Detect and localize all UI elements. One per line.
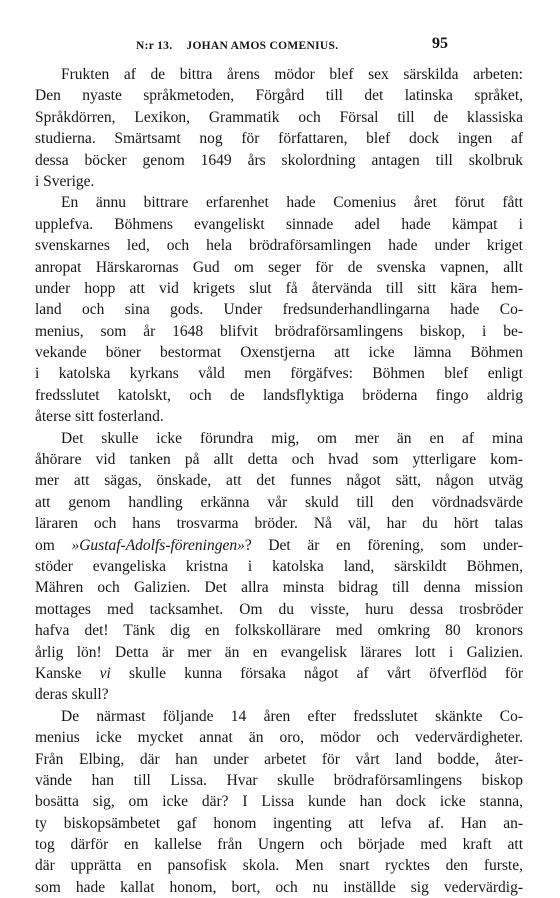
text-line: Den nyaste språkmetoden, Förgård till det latinska språket, [35, 87, 523, 105]
italic-segment: »Gustaf-Adolfs-föreningen» [71, 536, 245, 554]
text-line: mottages med tacksamhet. Om du visste, huru dessa trosbröder [35, 600, 523, 618]
page-number: 95 [432, 35, 448, 52]
text-line: Språkdörren, Lexikon, Grammatik och Försal till de klassiska [35, 108, 523, 126]
text-line: stöder evangeliska kristna i katolska land, särskildt Böhmen, [35, 557, 523, 575]
text-line: vekande böner bestormat Oxenstjerna att icke lämna Böhmen [35, 344, 523, 362]
header-left [136, 40, 338, 52]
text-line: i Sverige. [35, 172, 95, 190]
text-segment: om [35, 536, 72, 554]
text-line: bosätta sig, om icke där? I Lissa kunde han dock icke stanna, [35, 793, 523, 811]
body-text [35, 64, 523, 898]
text-line: tog därför en kallelse från Ungern och började med kraft att [35, 836, 523, 854]
running-title: JOHAN AMOS COMENIUS. [186, 40, 339, 52]
text-segment: skulle kunna försaka något af vårt öfverflöd för [110, 664, 523, 682]
text-line: årlig lön! Detta är mer än en evangelisk lärares lott i Galizien. [35, 643, 523, 661]
text-line: hafva det! Tänk dig en folkskollärare med omkring 80 kronors [35, 622, 523, 640]
text-line: återse sitt fosterland. [35, 408, 164, 426]
text-line: under hopp att vid krigets slut få återvända till sitt kära hem- [35, 279, 523, 297]
text-line: menius icke mycket annat än oro, mödor och vedervärdigheter. [35, 729, 523, 747]
text-segment: Kanske [35, 664, 100, 682]
text-line: upplefva. Böhmens evangeliskt sinnade adel hade kämpat i [35, 215, 523, 233]
italic-segment: vi [99, 664, 111, 682]
text-line: som hade kallat honom, bort, och nu inställde sig vedervärdig- [35, 878, 523, 896]
text-line: att genom handling erkänna vår skuld till den vördnadsvärde [35, 493, 523, 511]
text-line: Det skulle icke förundra mig, om mer än en af mina [61, 429, 523, 447]
text-line: Frukten af de bittra årens mödor blef sex särskilda arbeten: [61, 66, 523, 83]
issue-number: N:r 13. [136, 40, 173, 52]
text-line: dessa böcker genom 1649 års skolordning antagen till skolbruk [35, 151, 523, 169]
text-line: ty biskopsämbetet gaf honom ingenting att lefva af. Han an- [35, 814, 523, 832]
text-line: vände han till Lissa. Hvar skulle brödraförsamlingens biskop [35, 771, 523, 789]
text-line: fredsslutet katolskt, och de landsflyktiga bröderna fingo aldrig [35, 386, 523, 404]
text-line: där upprätta en pansofisk skola. Men snart rycktes den furste, [35, 857, 523, 875]
text-line: läraren och hans trosvarma bröder. Nå väl, har du hört talas [35, 515, 523, 533]
text-line: menius, som år 1648 blifvit brödraförsamlingens biskop, i be- [35, 322, 523, 340]
text-line: studierna. Smärtsamt nog för författaren, blef dock ingen af [35, 130, 523, 148]
text-line: Mähren och Galizien. Det allra minsta bidrag till denna mission [35, 579, 523, 597]
text-segment: ? Det är en förening, som under- [244, 536, 523, 554]
text-line [35, 663, 523, 684]
text-line: deras skull? [35, 686, 109, 704]
text-line: land och sina gods. Under fredsunderhandlingarna hade Co- [35, 301, 523, 319]
text-line: En ännu bittrare erfarenhet hade Comenius året förut fått [61, 194, 523, 212]
text-line: anropat Härskarornas Gud om seger för de svenska vapnen, allt [35, 258, 523, 276]
text-line: svenskarnes led, och hela brödraförsamlingen hade under kriget [35, 237, 523, 255]
text-line: i katolska kyrkans våld men förgäfves: Böhmen blef enligt [35, 365, 523, 383]
text-line: De närmast följande 14 åren efter fredsslutet skänkte Co- [61, 707, 523, 725]
text-line: mer att sägas, önskade, att det funnes något sätt, någon utväg [35, 472, 523, 490]
text-line: åhörare vid tanken på allt detta och hvad som ytterligare kom- [35, 451, 523, 469]
running-header [0, 35, 560, 62]
text-line: Från Elbing, där han under arbetet för vårt land bodde, åter- [35, 750, 523, 768]
text-line [35, 535, 523, 556]
